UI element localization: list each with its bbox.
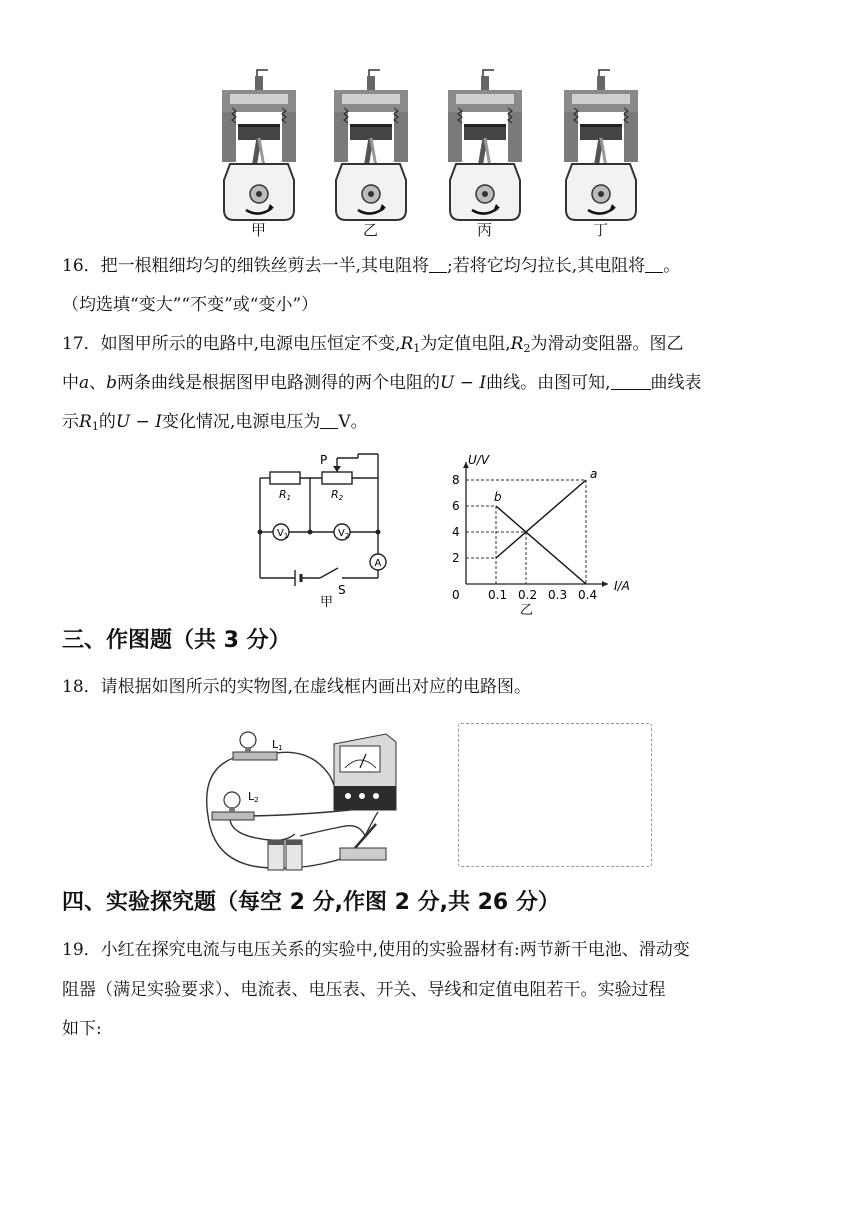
question-17-line-3: 示$R_1$的U − I变化情况,电源电压为 V。	[62, 412, 368, 433]
ammeter-label: A	[374, 558, 382, 569]
x-axis-arrow	[602, 581, 608, 587]
answer-blank[interactable]	[429, 256, 447, 273]
section-3-title: 三、作图题（共 3 分）	[62, 628, 291, 653]
question-19-line-1: 19．小红在探究电流与电压关系的实验中,使用的实验器材有:两节新干电池、滑动变	[62, 940, 690, 960]
engine-label-yi: 乙	[363, 221, 379, 239]
engine-label-jia: 甲	[251, 221, 267, 239]
r2-label: R2	[331, 488, 344, 502]
question-18-text: 18．请根据如图所示的实物图,在虚线框内画出对应的电路图。	[62, 677, 532, 697]
physical-circuit-illustration	[200, 716, 410, 876]
x-tick-label: 0	[452, 588, 460, 602]
u-i-graph	[446, 450, 630, 618]
series-label-b: b	[494, 490, 502, 504]
y-tick-label: 2	[452, 551, 460, 565]
answer-blank[interactable]	[320, 412, 338, 429]
x-tick-label: 0.3	[548, 588, 568, 602]
question-17-line-1: 17．如图甲所示的电路中,电源电压恒定不变$,R_1$为定值电阻$,R_2$为滑动变阻器。图乙	[62, 334, 684, 355]
answer-blank[interactable]	[645, 256, 663, 273]
section-4-title: 四、实验探究题（每空 2 分,作图 2 分,共 26 分）	[62, 890, 560, 915]
slider-p-label: P	[320, 453, 328, 467]
drawing-answer-box[interactable]	[458, 723, 652, 867]
graph-caption: 乙	[520, 603, 534, 618]
engine-label-ding: 丁	[593, 221, 609, 239]
x-tick-label: 0.1	[488, 588, 508, 602]
y-tick-label: 6	[452, 499, 460, 513]
x-tick-label: 0.2	[518, 588, 538, 602]
y-axis-label: U/V	[468, 453, 490, 467]
answer-blank[interactable]	[611, 373, 651, 390]
engine-strokes-figure	[210, 66, 650, 246]
x-axis-label: I/A	[614, 579, 630, 593]
bulb-l1-label: L1	[272, 738, 283, 752]
question-16-line-2: （均选填“变大”“不变”或“变小”）	[62, 295, 319, 315]
circuit-diagram	[250, 452, 400, 612]
y-tick-label: 8	[452, 473, 460, 487]
question-19-line-2: 阻器（满足实验要求）、电流表、电压表、开关、导线和定值电阻若干。实验过程	[62, 980, 666, 1000]
bulb-l2-label: L2	[248, 790, 259, 804]
question-16-line-1: 16．把一根粗细均匀的细铁丝剪去一半,其电阻将 ;若将它均匀拉长,其电阻将 。	[62, 256, 681, 276]
voltmeter-v2-label: $V_2$	[338, 528, 350, 540]
series-label-a: a	[590, 467, 598, 481]
series-line-b	[496, 506, 586, 584]
series-line-a	[496, 480, 586, 558]
engine-label-bing: 丙	[477, 221, 493, 239]
question-17-line-2: 中a、b两条曲线是根据图甲电路测得的两个电阻的U − I曲线。由图可知, 曲线表	[62, 373, 702, 393]
r1-label: R1	[279, 488, 292, 502]
y-tick-label: 4	[452, 525, 460, 539]
switch-s-label: S	[338, 583, 346, 597]
question-19-line-3: 如下:	[62, 1019, 102, 1039]
x-tick-label: 0.4	[578, 588, 598, 602]
circuit-caption: 甲	[320, 595, 334, 610]
voltmeter-v1-label: $V_1$	[277, 528, 289, 540]
